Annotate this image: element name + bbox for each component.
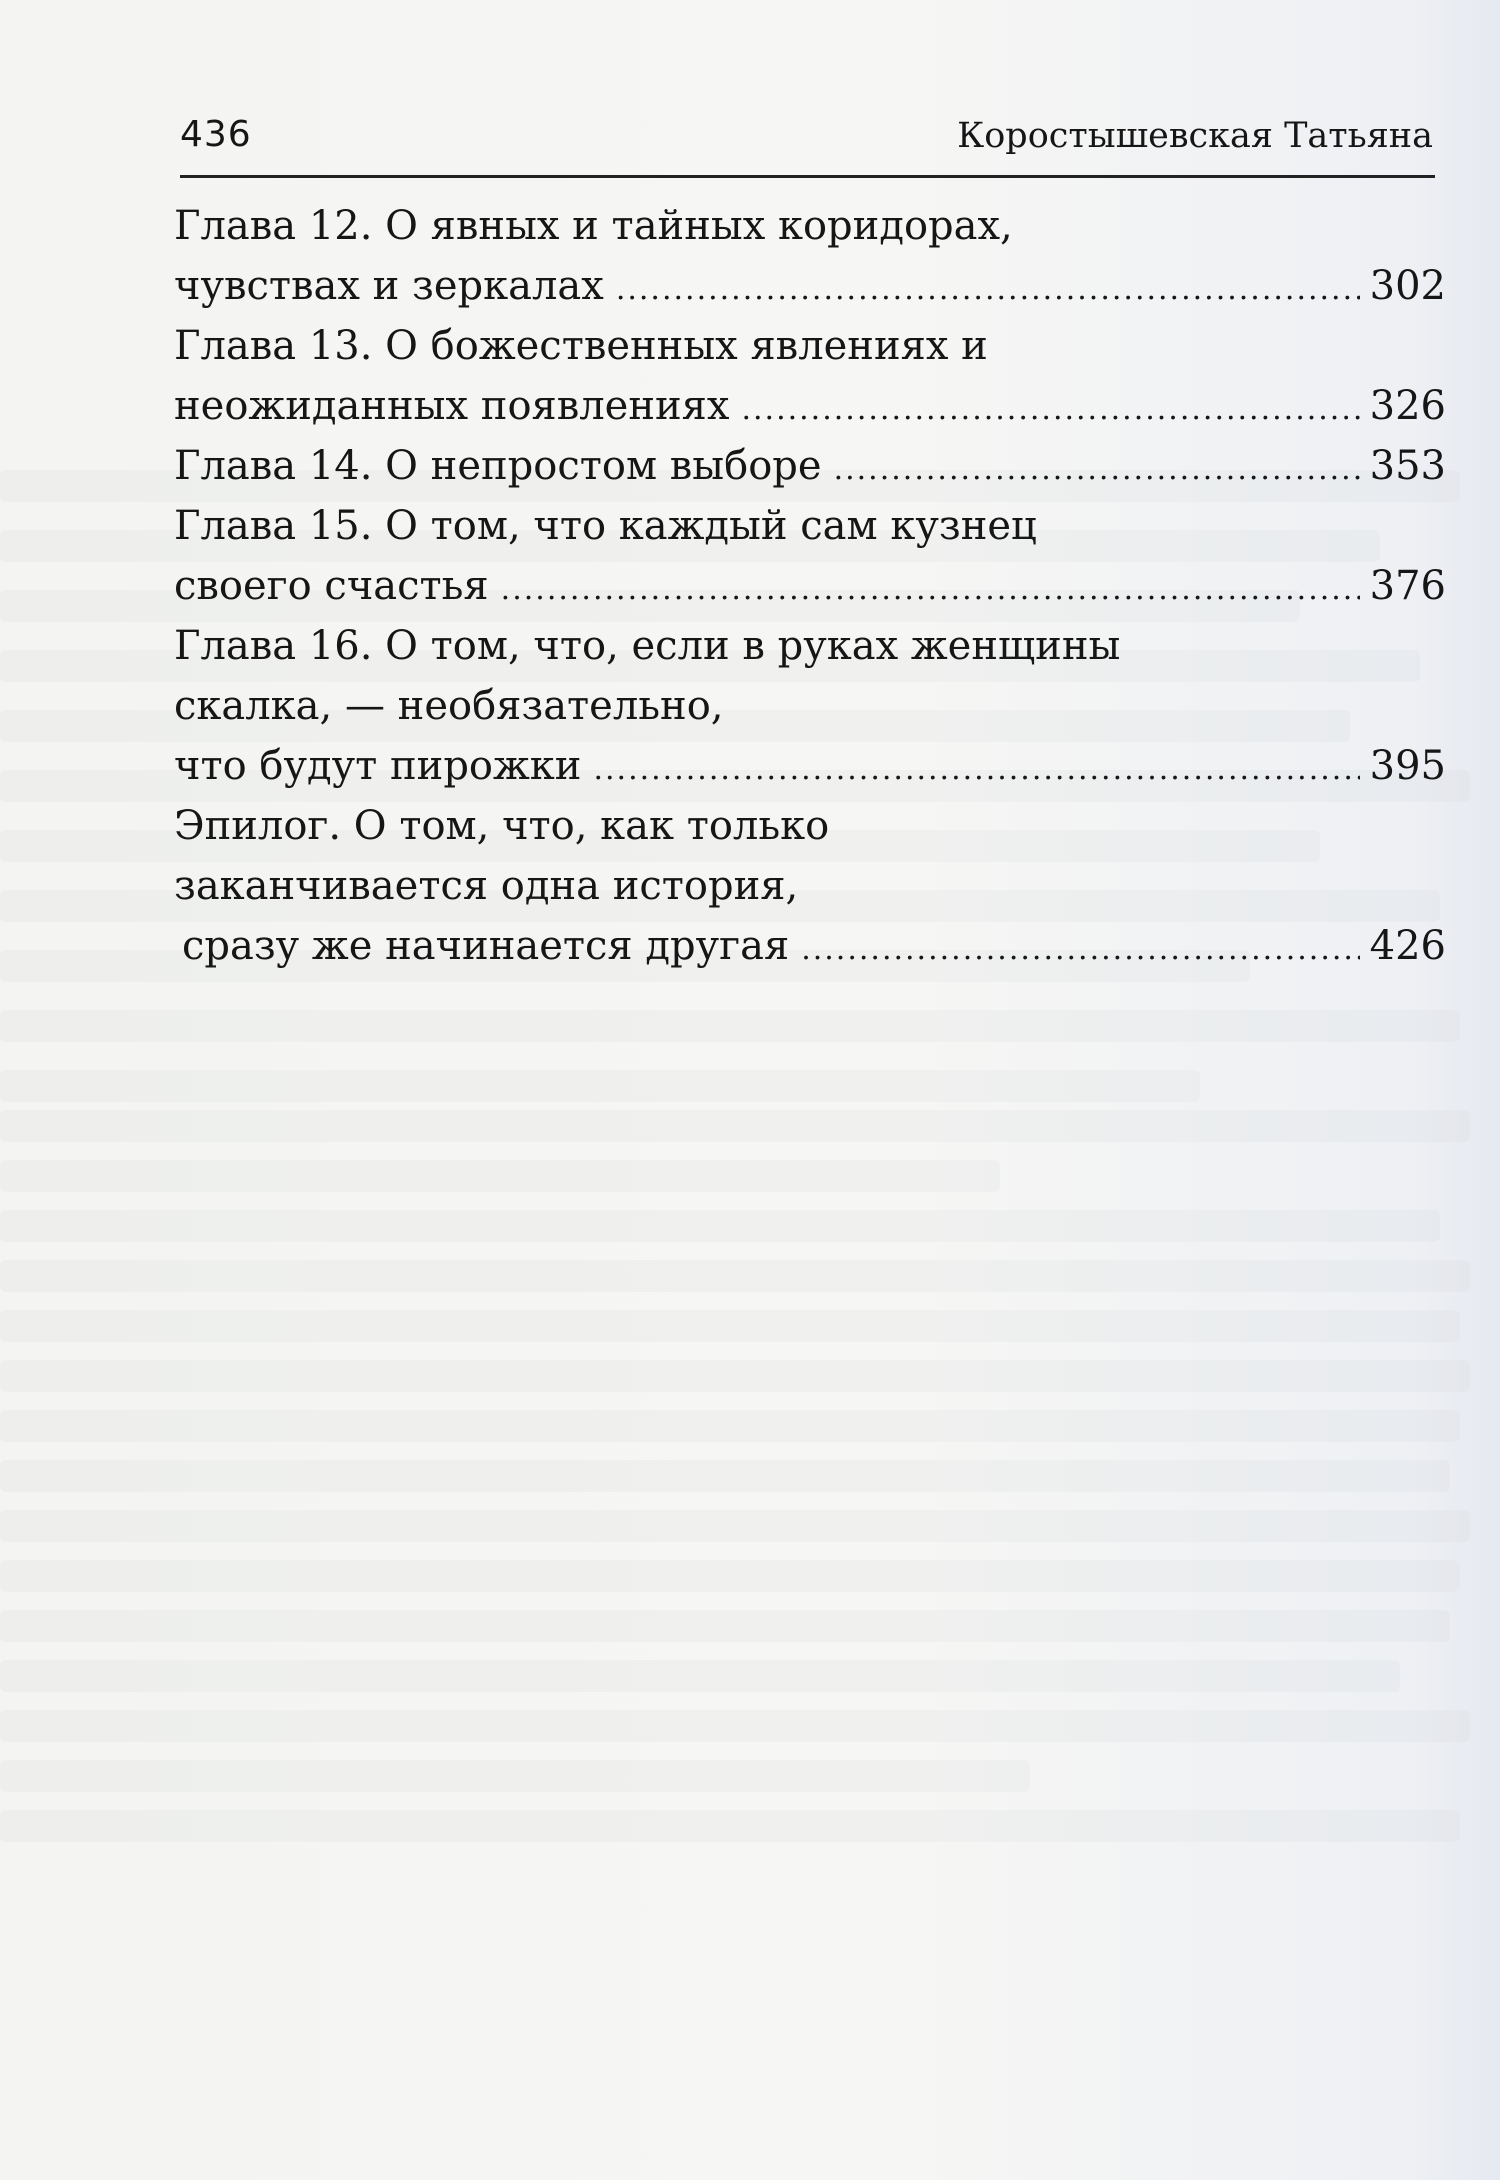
toc-entry-title-line: своего счастья — [174, 563, 489, 609]
toc-entry — [174, 496, 1446, 616]
toc-entry-title-line: что будут пирожки — [174, 743, 582, 789]
toc-entry-title-line: Глава 12. О явных и тайных коридорах, — [174, 203, 1013, 249]
dot-leader — [801, 920, 1359, 980]
table-of-contents — [174, 196, 1446, 976]
toc-entry-title-line: сразу же начинается другая — [182, 923, 790, 969]
page-number: 436 — [180, 114, 252, 155]
dot-leader — [593, 740, 1359, 800]
toc-page-number: 302 — [1369, 263, 1446, 309]
dot-leader — [616, 260, 1360, 320]
running-head-author: Коростышевская Татьяна — [957, 116, 1433, 156]
dot-leader — [741, 380, 1359, 440]
toc-entry — [174, 436, 1446, 496]
dot-leader — [834, 440, 1360, 500]
toc-entry-title-line: неожиданных появлениях — [174, 383, 730, 429]
toc-page-number: 353 — [1369, 443, 1446, 489]
toc-page-number: 426 — [1369, 923, 1446, 969]
toc-page-number: 376 — [1369, 563, 1446, 609]
toc-entry — [174, 796, 1446, 976]
toc-entry-title-line: Глава 15. О том, что каждый сам кузнец — [174, 503, 1037, 549]
toc-entry — [174, 196, 1446, 316]
toc-entry-title-line: скалка, — необязательно, — [174, 683, 724, 729]
toc-entry — [174, 316, 1446, 436]
toc-entry-title-line: Глава 13. О божественных явлениях и — [174, 323, 988, 369]
toc-page-number: 395 — [1369, 743, 1446, 789]
toc-entry-title-line: Эпилог. О том, что, как только — [174, 803, 830, 849]
toc-entry-title-line: чувствах и зеркалах — [174, 263, 604, 309]
dot-leader — [501, 560, 1360, 620]
toc-entry-title-line: Глава 16. О том, что, если в руках женщины — [174, 623, 1121, 669]
toc-entry-title-line: заканчивается одна история, — [174, 863, 799, 909]
toc-page-number: 326 — [1369, 383, 1446, 429]
page-header — [180, 108, 1435, 178]
toc-entry-title-line: Глава 14. О непростом выборе — [174, 443, 822, 489]
toc-entry — [174, 616, 1446, 796]
